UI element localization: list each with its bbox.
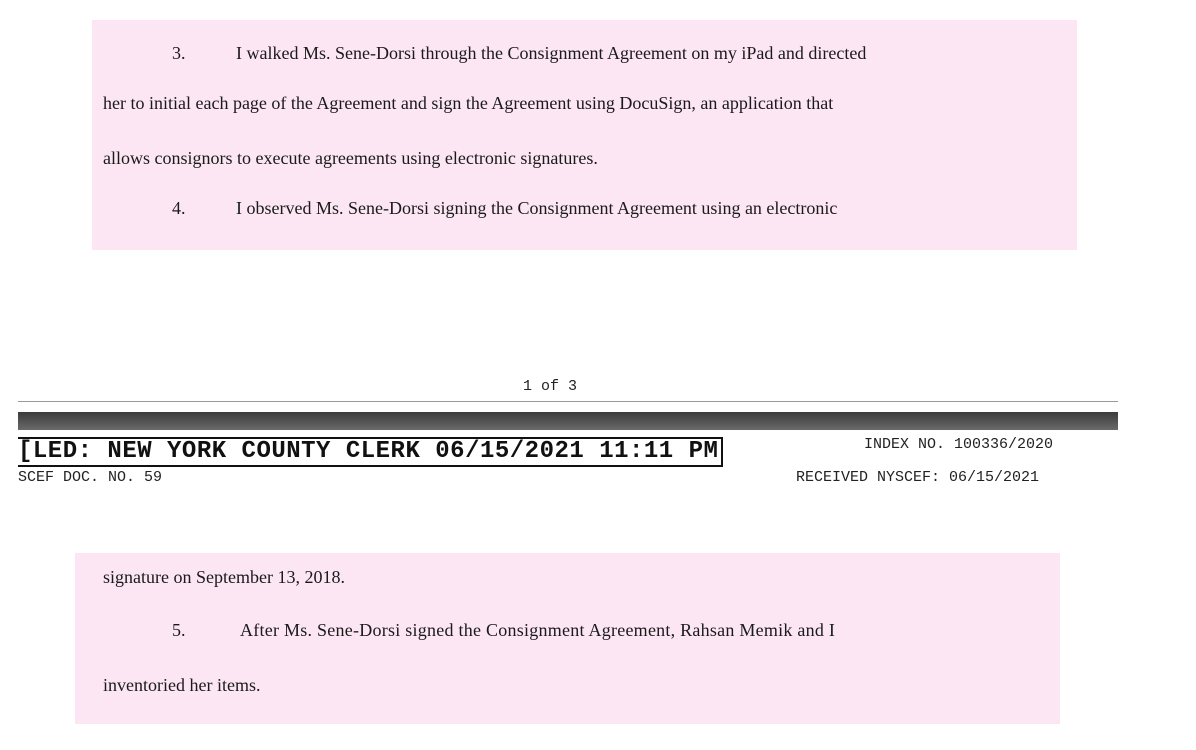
filed-stamp: [LED: NEW YORK COUNTY CLERK 06/15/2021 11:11 PM [18, 437, 723, 467]
paragraph-3-line-2: her to initial each page of the Agreement and sign the Agreement using DocuSign, an application that [103, 93, 834, 113]
page-counter: 1 of 3 [522, 378, 577, 395]
page-divider-line [18, 401, 1118, 402]
highlighted-paragraph-bottom [75, 553, 1060, 724]
received-date: RECEIVED NYSCEF: 06/15/2021 [796, 469, 1040, 486]
paragraph-3-line-1: I walked Ms. Sene-Dorsi through the Consignment Agreement on my iPad and directed [236, 43, 867, 63]
page-separator-bar [18, 412, 1118, 430]
paragraph-5-line-1: After Ms. Sene-Dorsi signed the Consignment Agreement, Rahsan Memik and I [240, 620, 836, 640]
paragraph-3-line-3: allows consignors to execute agreements using electronic signatures. [103, 148, 598, 168]
paragraph-number-4: 4. [172, 198, 186, 218]
paragraph-5-line-2: inventoried her items. [103, 675, 261, 695]
highlighted-paragraph-top [92, 20, 1077, 250]
nyscef-doc-number: SCEF DOC. NO. 59 [18, 469, 163, 486]
paragraph-number-5: 5. [172, 620, 186, 640]
paragraph-number-3: 3. [172, 43, 186, 63]
paragraph-4-continuation: signature on September 13, 2018. [103, 567, 345, 587]
paragraph-4-line-1: I observed Ms. Sene-Dorsi signing the Consignment Agreement using an electronic [236, 198, 838, 218]
index-number: INDEX NO. 100336/2020 [864, 436, 1054, 453]
